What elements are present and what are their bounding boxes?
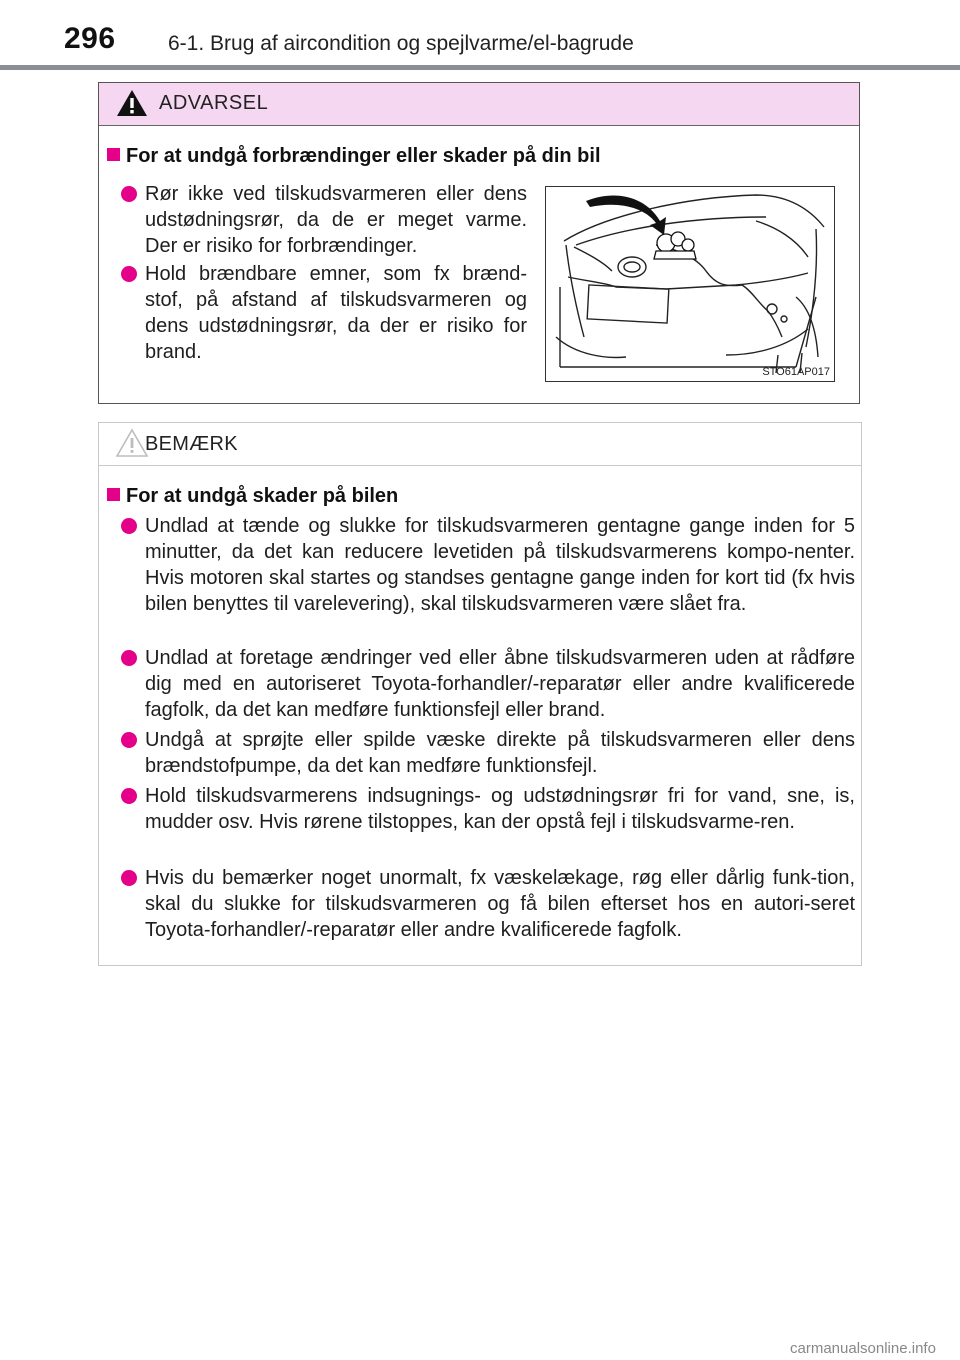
dot-bullet-icon [121,732,137,748]
dot-bullet-icon [121,650,137,666]
warning-header [99,83,859,126]
notice-label: BEMÆRK [145,433,238,455]
heater-illustration [545,186,835,382]
notice-item-text: Undgå at sprøjte eller spilde væske direkte på tilskudsvarmeren eller dens brændstofpumpe, da det kan medføre funktionsfejl. [145,729,855,777]
square-bullet-icon [107,488,120,501]
dot-bullet-icon [121,518,137,534]
notice-item-text: Hold tilskudsvarmerens indsugnings- og udstødningsrør fri for vand, sne, is, mudder osv. Hvis rørene tilstoppes, kan der opstå fejl i tilskudsvarme-ren. [145,785,855,833]
notice-item-text: Hvis du bemærker noget unormalt, fx væskelækage, røg eller dårlig funk-tion, skal du slukke for tilskudsvarmeren og få bilen efterset hos en autori-seret Toyota-forhandler/-reparatør eller andre kvalificerede fagfolk. [145,867,855,941]
warning-heading-text: For at undgå forbrændinger eller skader på din bil [126,145,601,167]
warning-label: ADVARSEL [159,92,269,114]
notice-item [117,783,855,835]
warning-item-text: Rør ikke ved tilskudsvarmeren eller dens udstødningsrør, da de er meget varme. Der er risiko for forbrændinger. [145,183,527,257]
warning-heading [107,145,601,168]
notice-triangle-icon [115,427,149,459]
dot-bullet-icon [121,266,137,282]
header-rule [0,65,960,70]
notice-box [98,422,862,966]
dot-bullet-icon [121,870,137,886]
warning-triangle-icon [115,87,149,119]
notice-heading-text: For at undgå skader på bilen [126,485,399,507]
watermark[interactable]: carmanualsonline.info [790,1340,936,1357]
warning-item [117,261,527,365]
notice-item-text: Undlad at foretage ændringer ved eller åbne tilskudsvarmeren uden at rådføre dig med en autoriseret Toyota-forhandler/-reparatør eller andre kvalificerede fagfolk, da det kan medføre funktionsfejl eller brand. [145,647,855,721]
notice-heading [107,485,398,508]
notice-item [117,865,855,943]
warning-box [98,82,860,404]
figure-code: STO61AP017 [762,366,830,378]
warning-item [117,181,527,259]
notice-item [117,645,855,723]
notice-item-text: Undlad at tænde og slukke for tilskudsvarmeren gentagne gange inden for 5 minutter, da det kan reducere levetiden på tilskudsvarmerens kompo-nenter. Hvis motoren skal startes og standses gentagne gange inden for kort tid (fx hvis bilen benyttes til varelevering), skal tilskudsvarmeren være slået fra. [145,515,855,615]
chapter-title: 6-1. Brug af aircondition og spejlvarme/el-bagrude [168,32,634,55]
dot-bullet-icon [121,788,137,804]
warning-item-text: Hold brændbare emner, som fx brænd-stof, på afstand af tilskudsvarmeren og dens udstødningsrør, da der er risiko for brand. [145,263,527,363]
car-front-illustration [546,187,833,380]
square-bullet-icon [107,148,120,161]
notice-item [117,727,855,779]
notice-header [99,423,861,466]
page-number: 296 [64,22,116,55]
dot-bullet-icon [121,186,137,202]
notice-item [117,513,855,617]
